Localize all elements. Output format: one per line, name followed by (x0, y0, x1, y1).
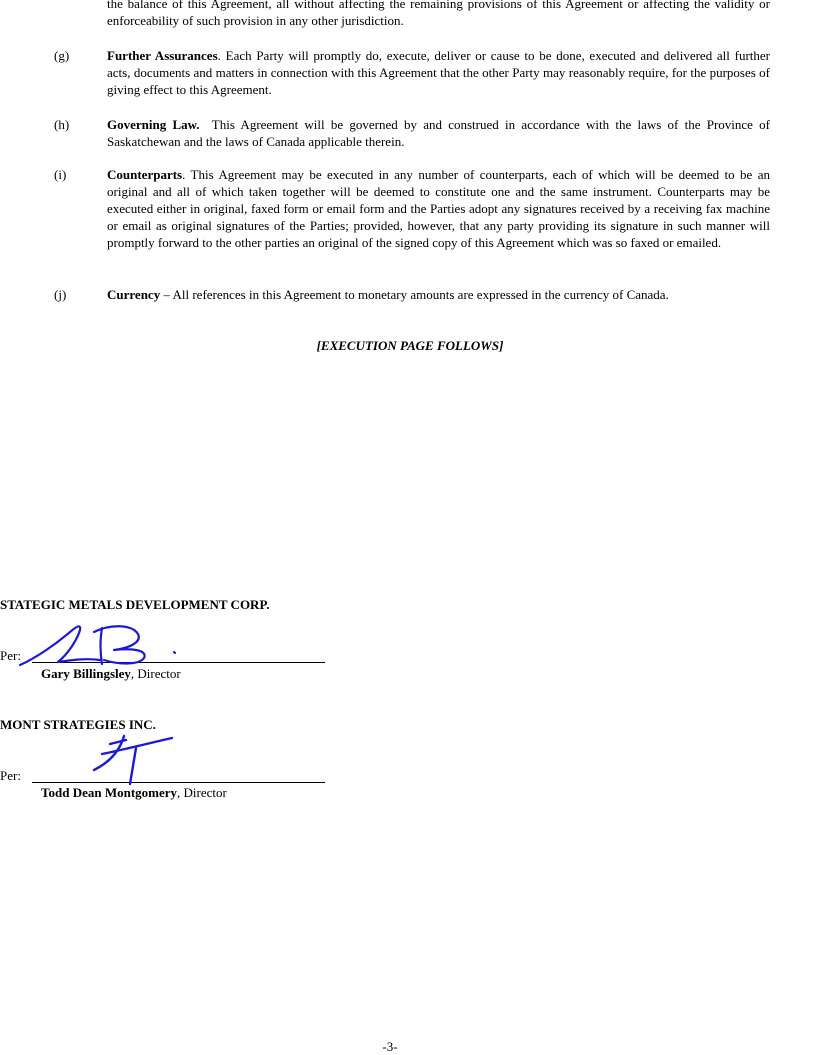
handwritten-signature (88, 730, 180, 786)
clause-heading: Governing Law. (107, 117, 200, 132)
clause-text: – All references in this Agreement to monetary amounts are expressed in the currency of Canada. (160, 287, 669, 302)
page-number: -3- (382, 1039, 398, 1054)
clause-heading: Currency (107, 287, 161, 302)
clause-heading: Further Assurances (107, 48, 218, 63)
company-name: STATEGIC METALS DEVELOPMENT CORP. (0, 597, 270, 612)
per-label: Per: (0, 768, 21, 783)
signer-title: , Director (177, 785, 227, 800)
clause-body (107, 166, 770, 251)
execution-page-note: [EXECUTION PAGE FOLLOWS] (316, 338, 504, 353)
clause-number: (g) (54, 48, 70, 63)
clause-text: . This Agreement may be executed in any number of counterparts, each of which will be deemed to be an original and all of which taken together will be deemed to constitute one and the same instrument. Counterparts may be executed either in original, faxed form or email form and the Parties adopt any signatures received by a receiving fax machine or email as original signatures of the Parties; provided, however, that any party providing its signature in such manner will promptly forward to the other parties an original of the signed copy of this Agreement which was so faxed or emailed. (107, 167, 770, 250)
clause-heading: Counterparts (107, 167, 183, 182)
clause-number: (h) (54, 117, 70, 132)
signer-title: , Director (130, 666, 181, 681)
clause-text: This Agreement will be governed by and construed in accordance with the laws of the Province of Saskatchewan and the laws of Canada applicable therein. (107, 117, 774, 149)
signer-name: Todd Dean Montgomery (41, 785, 178, 800)
company-name: MONT STRATEGIES INC. (0, 717, 156, 732)
handwritten-signature (14, 618, 184, 670)
signer-name: Gary Billingsley (41, 666, 131, 681)
clause-body (107, 116, 774, 150)
clause-body (107, 286, 770, 303)
per-label: Per: (0, 648, 21, 663)
clause-text: . Each Party will promptly do, execute, deliver or cause to be done, executed and delivered all further acts, documents and matters in connection with this Agreement that the other Party may reasonably require, for the purposes of giving effect to this Agreement. (107, 48, 770, 97)
clause-body (107, 47, 770, 98)
clause-body (107, 0, 770, 29)
signer (41, 784, 227, 801)
clause-text: the balance of this Agreement, all without affecting the remaining provisions of this Agreement or affecting the validity or enforceability of such provision in any other jurisdiction. (107, 0, 770, 28)
clause-number: (j) (54, 287, 67, 302)
clause-number: (i) (54, 167, 67, 182)
